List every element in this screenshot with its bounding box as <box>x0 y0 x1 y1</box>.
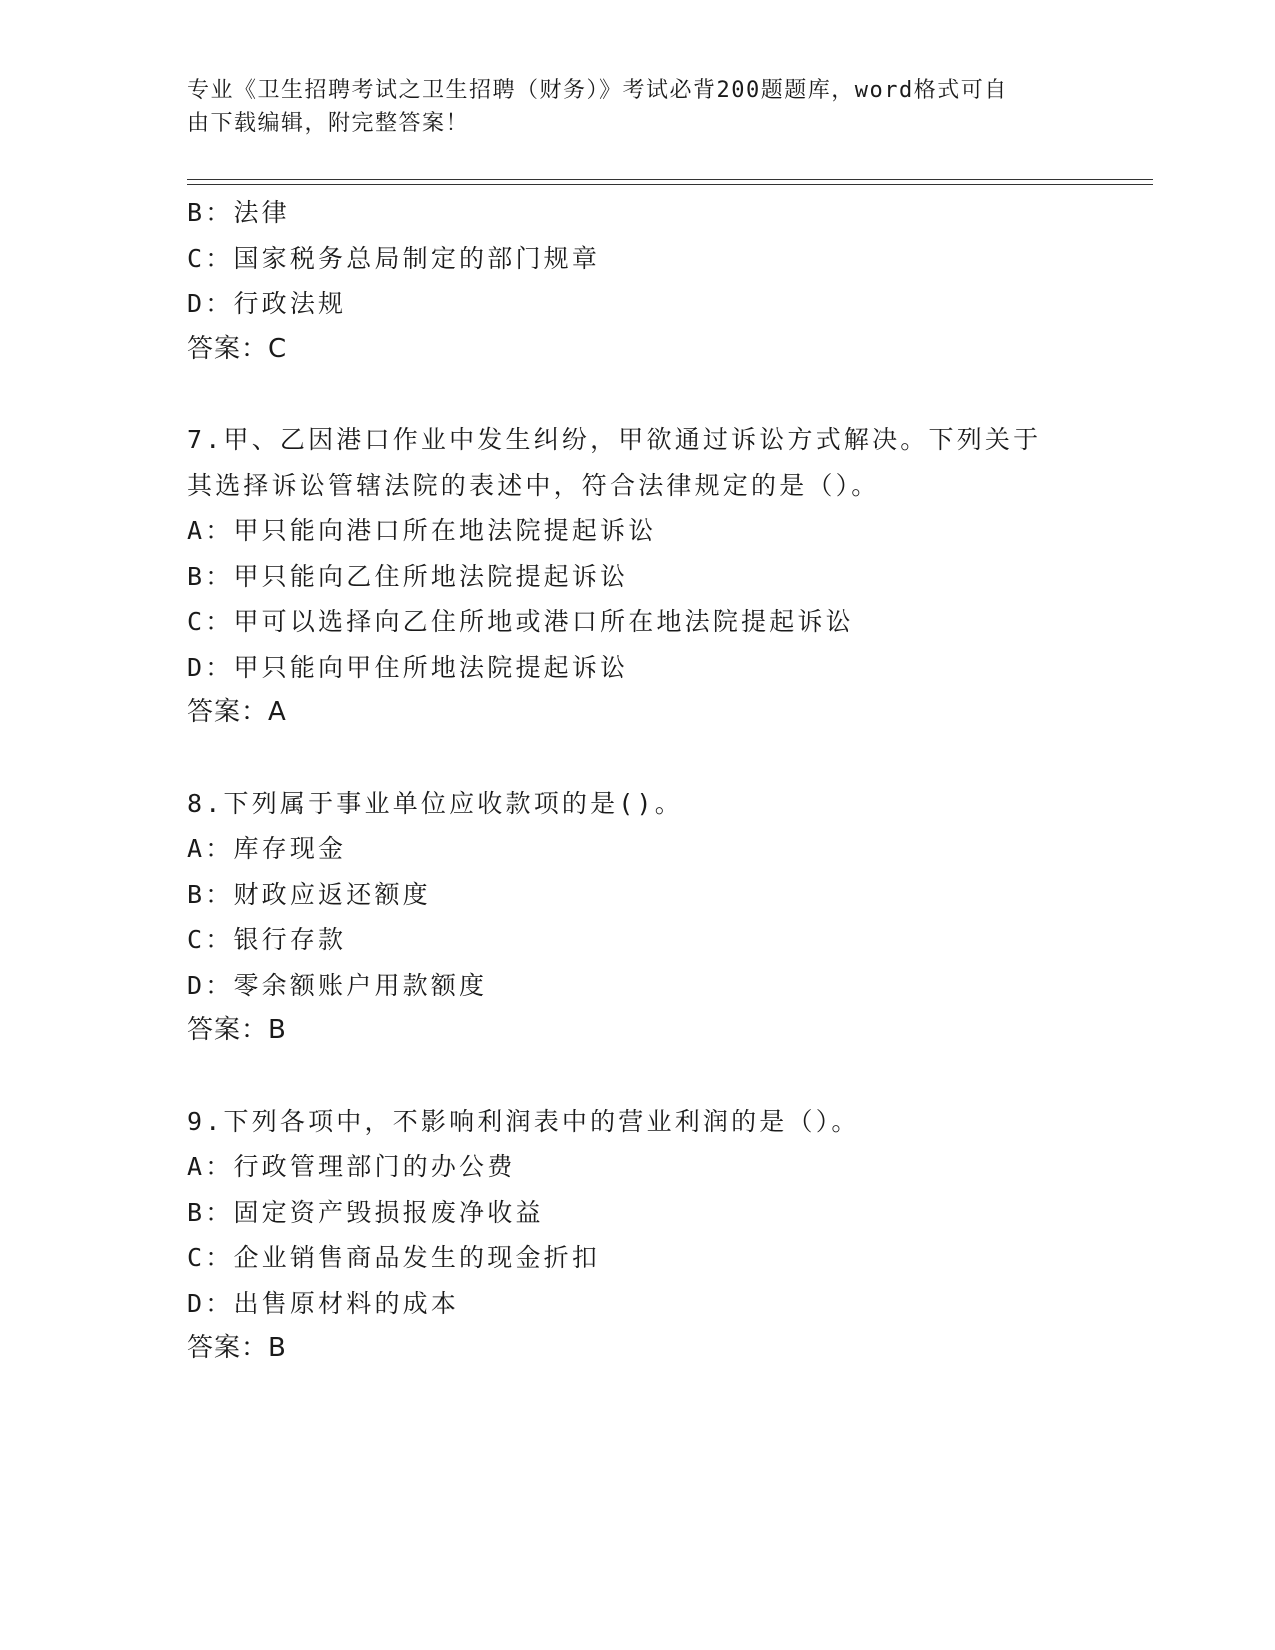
header-divider-bottom <box>187 184 1153 185</box>
spacer <box>187 736 1087 781</box>
header-divider-top <box>187 179 1153 180</box>
option-a: A：甲只能向港口所在地法院提起诉讼 <box>187 516 657 545</box>
option-c: C：国家税务总局制定的部门规章 <box>187 243 601 273</box>
header-line-2: 由下载编辑，附完整答案！ <box>187 111 470 136</box>
question-stem-line: 8.下列属于事业单位应收款项的是()。 <box>187 788 684 818</box>
spacer <box>187 372 1087 417</box>
option-c: C：甲可以选择向乙住所地或港口所在地法院提起诉讼 <box>187 607 854 636</box>
question-stem-line: 其选择诉讼管辖法院的表述中，符合法律规定的是（）。 <box>187 470 880 500</box>
option-b: B：财政应返还额度 <box>187 879 431 909</box>
answer-line: 答案：C <box>187 333 288 364</box>
option-c: C：企业销售商品发生的现金折扣 <box>187 1243 601 1272</box>
answer-line: 答案：A <box>187 697 287 727</box>
header-line-1: 专业《卫生招聘考试之卫生招聘（财务）》考试必背200题题库，word格式可自 <box>187 78 1008 103</box>
option-d: D：出售原材料的成本 <box>187 1288 460 1318</box>
option-c: C：银行存款 <box>187 925 347 954</box>
option-d: D：零余额账户用款额度 <box>187 970 488 1000</box>
option-b: B：法律 <box>187 198 290 227</box>
question-7 <box>187 417 1087 736</box>
question-9 <box>187 1099 1087 1372</box>
option-b: B：固定资产毁损报废净收益 <box>187 1197 544 1227</box>
question-8 <box>187 781 1087 1054</box>
option-a: A：库存现金 <box>187 834 347 863</box>
option-b: B：甲只能向乙住所地法院提起诉讼 <box>187 561 629 591</box>
answer-line: 答案：B <box>187 1333 287 1363</box>
option-d: D：甲只能向甲住所地法院提起诉讼 <box>187 652 629 682</box>
option-d: D：行政法规 <box>187 289 347 318</box>
spacer <box>187 1054 1087 1099</box>
question-6-continued <box>187 190 1087 372</box>
document-header <box>187 74 1067 140</box>
question-stem-line: 9.下列各项中，不影响利润表中的营业利润的是（）。 <box>187 1106 860 1136</box>
question-stem-line: 7.甲、乙因港口作业中发生纠纷，甲欲通过诉讼方式解决。下列关于 <box>187 425 1042 454</box>
question-list <box>187 190 1087 1372</box>
option-a: A：行政管理部门的办公费 <box>187 1152 516 1181</box>
answer-line: 答案：B <box>187 1015 287 1045</box>
